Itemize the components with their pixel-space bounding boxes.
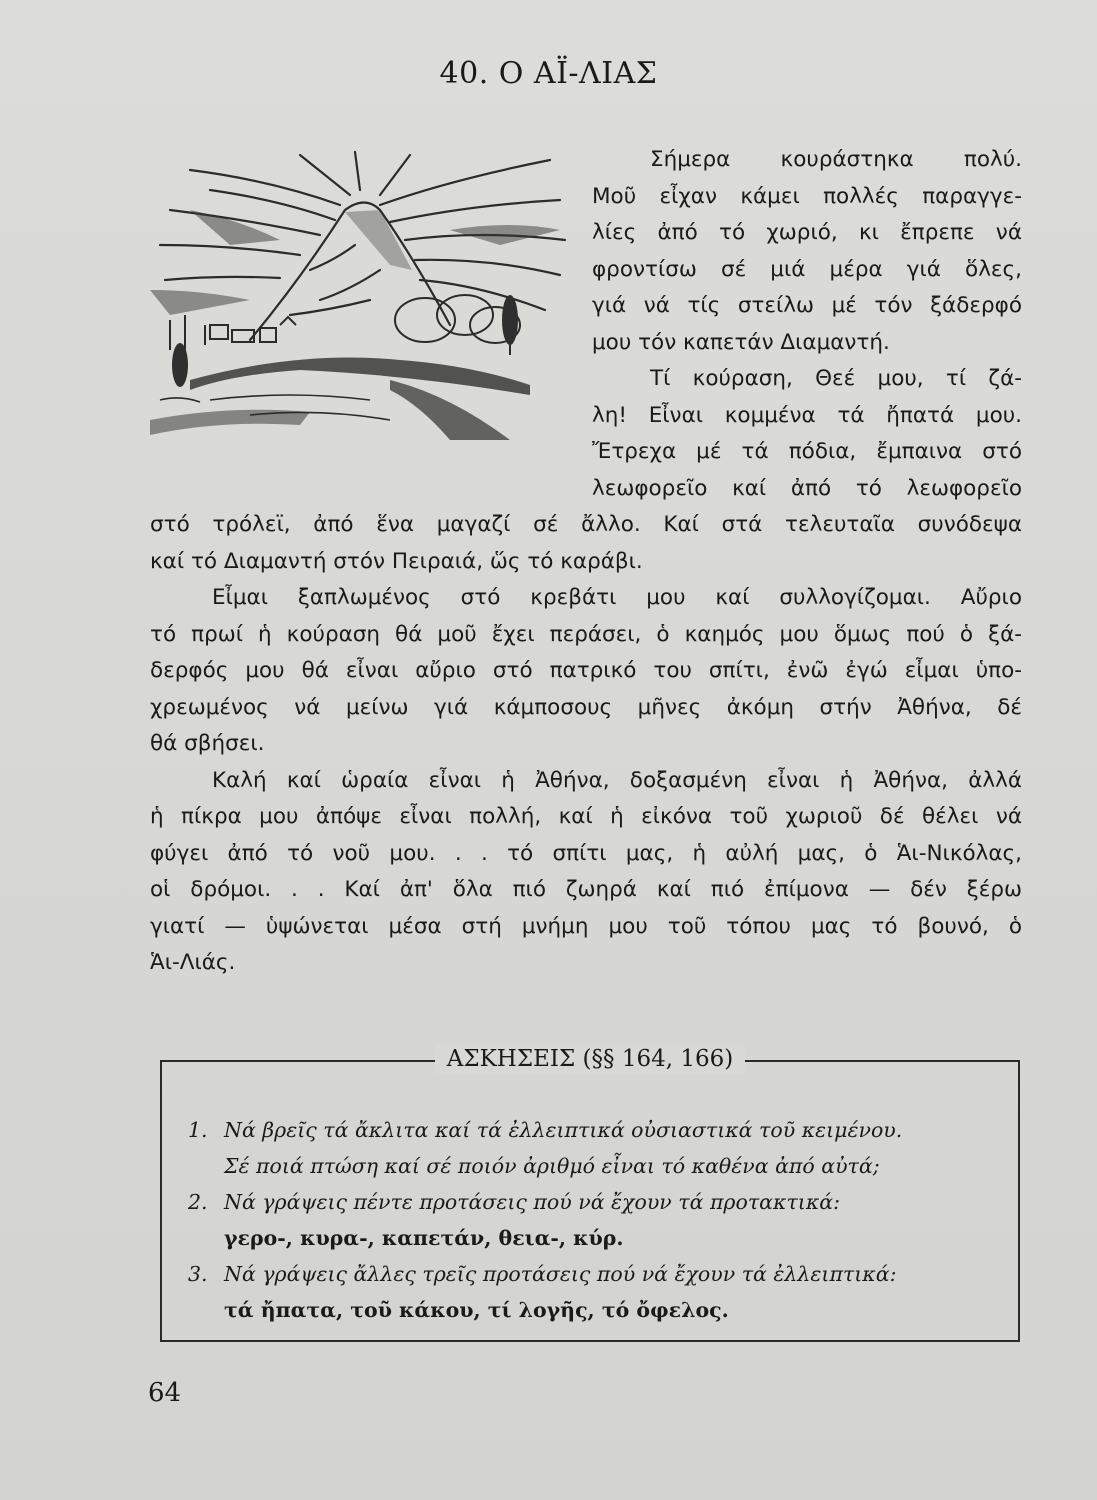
exercises-box [160, 1046, 1020, 1342]
exercise-number: 2. [188, 1190, 208, 1214]
text-line: ἡ πίκρα μου ἀπόψε εἶναι πολλή, καί ἡ εἰκόνα τοῦ χωριοῦ δέ θέλει νά [150, 804, 1022, 829]
text-line: μου τόν καπετάν Διαμαντή. [592, 330, 890, 355]
chapter-title: 40. Ο ΑΪ-ΛΙΑΣ [439, 56, 658, 91]
mountain-illustration [150, 150, 570, 440]
text-line: θά σβήσει. [150, 731, 265, 756]
text-line: λεωφορεῖο καί ἀπό τό λεωφορεῖο [592, 476, 1022, 501]
text-line: στό τρόλεϊ, ἀπό ἕνα μαγαζί σέ ἄλλο. Καί στά τελευταῖα συνόδεψα [150, 512, 1022, 537]
text-line: γιά νά τίς στείλω μέ τόν ξάδερφό [592, 293, 1022, 318]
text-line: χρεωμένος νά μείνω γιά κάμποσους μῆνες ἀκόμη στήν Ἀθήνα, δέ [150, 695, 1022, 720]
exercise-text: γερο-, κυρα-, καπετάν, θεια-, κύρ. [224, 1226, 624, 1250]
text-line: Μοῦ εἶχαν κάμει πολλές παραγγε- [592, 184, 1022, 209]
text-line: τό πρωί ἡ κούραση θά μοῦ ἔχει περάσει, ὁ καημός μου ὅμως πού ὁ ξά- [150, 622, 1022, 647]
exercise-text: Νά βρεῖς τά ἄκλιτα καί τά ἐλλειπτικά οὐσιαστικά τοῦ κειμένου. [224, 1118, 903, 1142]
text-line: Ἔτρεχα μέ τά πόδια, ἔμπαινα στό [592, 439, 1022, 464]
mountain-sketch-icon [150, 150, 570, 440]
text-line: φροντίσω σέ μιά μέρα γιά ὅλες, [592, 257, 1022, 282]
exercises-heading: ΑΣΚΗΣΕΙΣ (§§ 164, 166) [435, 1044, 746, 1074]
exercise-text: Νά γράψεις πέντε προτάσεις πού νά ἔχουν τά προτακτικά: [224, 1190, 841, 1214]
text-line: Καλή καί ὡραία εἶναι ἡ Ἀθήνα, δοξασμένη εἶναι ἡ Ἀθήνα, ἀλλά [212, 768, 1022, 793]
exercise-text: τά ἤπατα, τοῦ κάκου, τί λογῆς, τό ὄφελος. [224, 1298, 729, 1322]
text-line: καί τό Διαμαντή στόν Πειραιά, ὥς τό καράβι. [150, 549, 643, 574]
text-line: Εἶμαι ξαπλωμένος στό κρεβάτι μου καί συλλογίζομαι. Αὔριο [212, 585, 1022, 610]
text-line: Τί κούραση, Θεέ μου, τί ζά- [650, 366, 1022, 391]
text-line: φύγει ἀπό τό νοῦ μου. . . τό σπίτι μας, ἡ αὐλή μας, ὁ Ἁι-Νικόλας, [150, 841, 1022, 866]
text-line: λη! Εἶναι κομμένα τά ἤπατά μου. [592, 403, 1022, 428]
exercise-number: 1. [188, 1118, 208, 1142]
text-line: δερφός μου θά εἶναι αὔριο στό πατρικό του σπίτι, ἐνῶ ἐγώ εἶμαι ὑπο- [150, 658, 1022, 683]
text-line: Σήμερα κουράστηκα πολύ. [650, 147, 1022, 172]
page-number: 64 [148, 1378, 182, 1408]
text-line: οἱ δρόμοι. . . Καί ἀπ' ὅλα πιό ζωηρά καί πιό ἐπίμονα — δέν ξέρω [150, 877, 1022, 902]
exercise-number: 3. [188, 1262, 208, 1286]
text-line: Ἁι-Λιάς. [150, 950, 236, 975]
text-line: γιατί — ὑψώνεται μέσα στή μνήμη μου τοῦ τόπου μας τό βουνό, ὁ [150, 914, 1022, 939]
exercise-text: Σέ ποιά πτώση καί σέ ποιόν ἀριθμό εἶναι τό καθένα ἀπό αὐτά; [224, 1154, 880, 1178]
text-line: λίες ἀπό τό χωριό, κι ἔπρεπε νά [592, 220, 1022, 245]
exercise-text: Νά γράψεις ἄλλες τρεῖς προτάσεις πού νά ἔχουν τά ἐλλειπτικά: [224, 1262, 897, 1286]
